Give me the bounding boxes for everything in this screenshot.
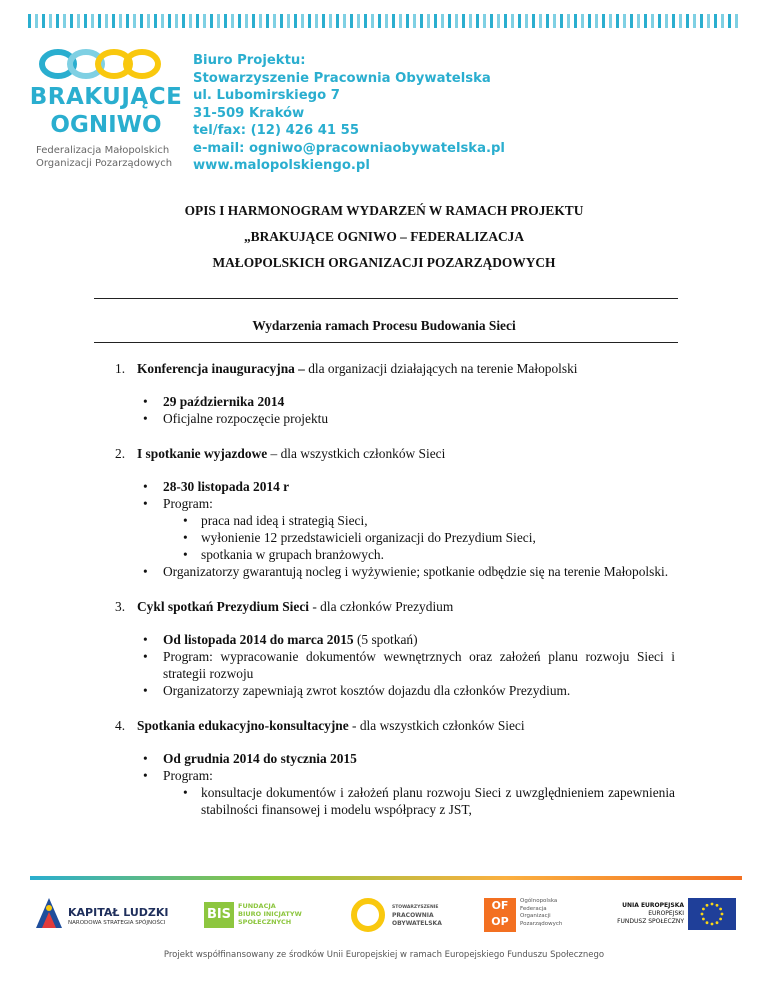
title-line2: „BRAKUJĄCE OGNIWO – FEDERALIZACJA (243, 229, 525, 244)
contact-line: Biuro Projektu: (193, 53, 306, 68)
divider (94, 342, 678, 343)
item-date: 29 października 2014 (163, 394, 285, 409)
pracownia-ring-icon (349, 896, 387, 934)
list-item (115, 767, 675, 784)
contact-email[interactable]: e-mail: ogniwo@pracowniaobywatelska.pl (193, 140, 505, 156)
item-text: Program: (163, 768, 213, 783)
item-text: Program: wypracowanie dokumentów wewnętrznych oraz założeń planu rozwoju Sieci i strategii rozwoju (163, 649, 675, 681)
list-item (115, 410, 675, 427)
po-text-line: OBYWATELSKA (392, 920, 442, 927)
item-date: 28-30 listopada 2014 r (163, 479, 290, 494)
sub-list-item: • wyłonienie 12 przedstawicieli organizacji do Prezydium Sieci, (115, 529, 675, 546)
list-item (115, 478, 675, 495)
ofop-text-line: Federacja (520, 905, 547, 912)
contact-line: Stowarzyszenie Pracownia Obywatelska (193, 70, 491, 86)
section-subtitle: Wydarzenia ramach Procesu Budowania Sieci (252, 318, 516, 333)
section-audience: – dla wszystkich członków Sieci (267, 446, 446, 461)
logo-title-line2: OGNIWO (50, 112, 162, 138)
contact-line: tel/fax: (12) 426 41 55 (193, 123, 360, 138)
logo-subtitle (36, 144, 196, 170)
sub-list-item: • spotkania w grupach branżowych. (115, 546, 675, 563)
section-4 (115, 717, 675, 818)
ofop-text-line: Organizacji (520, 913, 551, 919)
divider (94, 298, 678, 299)
top-decorative-bar (28, 14, 740, 28)
section-heading (115, 360, 675, 377)
section-title: Cykl spotkań Prezydium Sieci (137, 599, 309, 614)
section-audience: - dla wszystkich członków Sieci (348, 718, 525, 733)
section-title: Konferencja inauguracyjna – (137, 361, 305, 376)
pracownia-logo (349, 896, 387, 938)
ofop-letters: OF (491, 899, 509, 912)
title-line3: MAŁOPOLSKICH ORGANIZACJI POZARZĄDOWYCH (212, 255, 556, 270)
section-3 (115, 598, 675, 699)
section-heading (115, 598, 675, 615)
kl-title: KAPITAŁ LUDZKI (68, 906, 169, 919)
bis-text (238, 902, 302, 926)
contact-line: ul. Lubomirskiego 7 (193, 88, 340, 103)
section-heading (115, 445, 675, 462)
kapital-ludzki-logo (36, 898, 62, 932)
item-text: Organizatorzy zapewniają zwrot kosztów dojazdu dla członków Prezydium. (163, 683, 571, 698)
sub-list-item: • praca nad ideą i strategią Sieci, (115, 512, 675, 529)
section-number: 1. (115, 361, 126, 376)
sub-list-item: • konsultacje dokumentów i założeń planu rozwoju Sieci z uwzględnieniem zapewnienia stabilności finansowej i modelu współpracy z JST, (115, 784, 675, 818)
ue-text-line: FUNDUSZ SPOŁECZNY (617, 918, 684, 925)
chain-logo-icon (36, 44, 166, 84)
events-list (115, 360, 675, 836)
footer-logos (0, 892, 768, 942)
po-text-line: STOWARZYSZENIE (392, 905, 439, 910)
section-title: Spotkania edukacyjno-konsultacyjne (137, 718, 349, 733)
bis-logo-box: BIS (204, 902, 234, 928)
contact-website[interactable]: www.malopolskiengo.pl (193, 158, 370, 173)
ofop-letters: OP (491, 915, 509, 928)
kapital-ludzki-icon (36, 898, 62, 928)
item-text: Oficjalne rozpoczęcie projektu (163, 411, 329, 426)
section-number: 3. (115, 599, 126, 614)
ofop-logo-box (484, 898, 516, 932)
ofop-text-line: Pozarządowych (520, 920, 563, 927)
section-number: 4. (115, 718, 126, 733)
list-item (115, 393, 675, 410)
section-audience: dla organizacji działających na terenie Małopolski (304, 361, 578, 376)
ofop-text (520, 898, 562, 928)
eu-flag-icon (688, 898, 736, 934)
logo-subtitle-line2: Organizacji Pozarządowych (36, 158, 173, 169)
logo-title-line1: BRAKUJĄCE (29, 84, 183, 110)
item-text: Organizatorzy gwarantują nocleg i wyżywienie; spotkanie odbędzie się na terenie Małopolski. (163, 564, 669, 579)
section-2 (115, 445, 675, 580)
section-title: I spotkanie wyjazdowe (137, 446, 268, 461)
list-item (115, 495, 675, 512)
logo-subtitle-line1: Federalizacja Małopolskich (36, 145, 170, 156)
footer-note: Projekt współfinansowany ze środków Unii Europejskiej w ramach Europejskiego Funduszu Społecznego (163, 950, 605, 960)
po-text-line: PRACOWNIA (392, 912, 434, 919)
bis-text-line: BIURO INICJATYW (238, 910, 302, 918)
ofop-text-line: Ogólnopolska (520, 898, 558, 904)
item-text: (5 spotkań) (353, 632, 418, 647)
section-audience: - dla członków Prezydium (309, 599, 454, 614)
contact-line: 31-509 Kraków (193, 105, 305, 121)
list-item (115, 682, 675, 699)
kl-subtitle: NARODOWA STRATEGIA SPÓJNOŚCI (68, 920, 166, 926)
list-item (115, 631, 675, 648)
bis-text-line: FUNDACJA (238, 902, 276, 910)
title-line1: OPIS I HARMONOGRAM WYDARZEŃ W RAMACH PROJEKTU (184, 203, 584, 218)
section-number: 2. (115, 446, 126, 461)
list-item (115, 750, 675, 767)
item-text: Program: (163, 496, 213, 511)
section-1 (115, 360, 675, 427)
item-date: Od grudnia 2014 do stycznia 2015 (163, 751, 357, 766)
footer-color-bar (30, 876, 742, 880)
ue-text-line: EUROPEJSKI (648, 910, 684, 917)
contact-block (193, 52, 505, 175)
ue-text-line: UNIA EUROPEJSKA (622, 902, 684, 909)
list-item (115, 563, 675, 580)
item-date: Od listopada 2014 do marca 2015 (163, 632, 354, 647)
ue-text (594, 902, 684, 926)
pracownia-text (392, 904, 442, 928)
list-item (115, 648, 675, 682)
section-heading (115, 717, 675, 734)
bis-text-line: SPOŁECZNYCH (238, 918, 292, 926)
